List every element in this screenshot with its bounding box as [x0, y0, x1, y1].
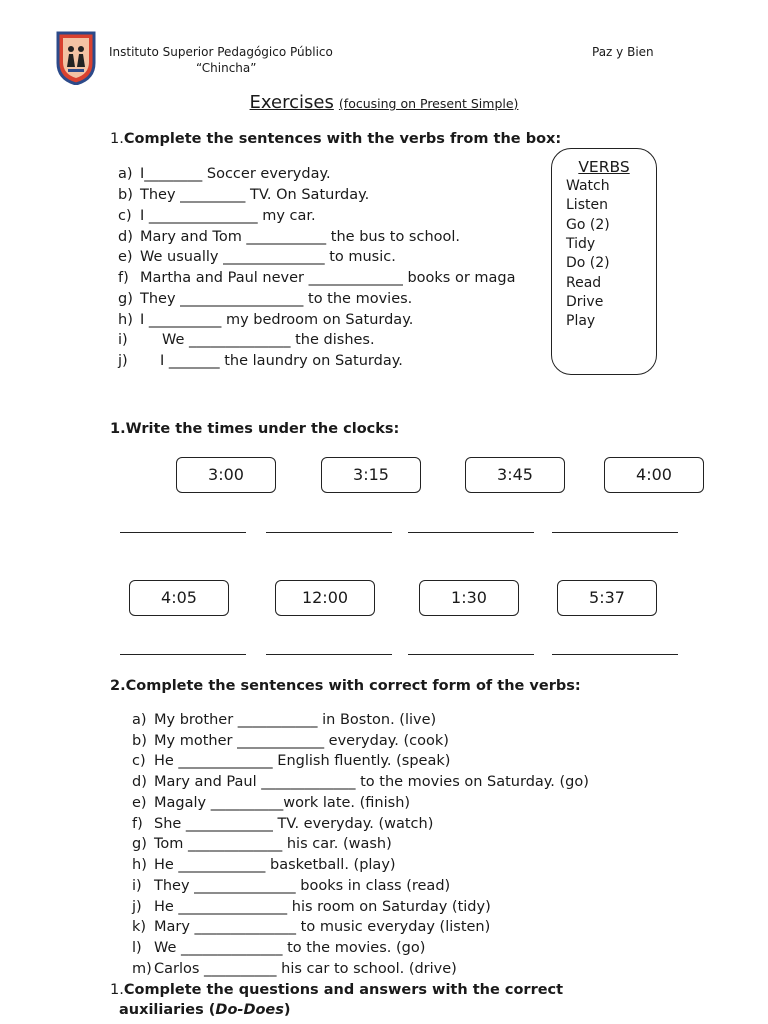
- list-item: [118, 332, 375, 348]
- item-text: I________ Soccer everyday.: [140, 166, 331, 182]
- section-4-italic: Do-Does: [215, 1002, 284, 1018]
- list-item: [132, 816, 433, 832]
- item-text: We ______________ to the movies. (go): [154, 940, 426, 956]
- item-text: Mary ______________ to music everyday (listen): [154, 919, 491, 935]
- item-marker: f): [132, 816, 143, 832]
- item-marker: l): [132, 940, 142, 956]
- list-item: [118, 166, 331, 182]
- list-item: [118, 353, 403, 369]
- verbs-box: [551, 148, 657, 375]
- clock-time-box: 3:15: [321, 457, 421, 493]
- section-2-instruction: Write the times under the clocks:: [125, 421, 400, 437]
- list-item: [132, 795, 410, 811]
- item-marker: e): [118, 249, 133, 265]
- section-3-heading: [110, 678, 581, 694]
- clock-time-box: 4:05: [129, 580, 229, 616]
- clock-time-box: 5:37: [557, 580, 657, 616]
- title-main: Exercises: [249, 92, 334, 113]
- item-marker: j): [132, 899, 142, 915]
- item-marker: f): [118, 270, 129, 286]
- item-marker: b): [132, 733, 147, 749]
- list-item: [118, 312, 413, 328]
- clock-time-box: 1:30: [419, 580, 519, 616]
- section-4-heading-line2: [119, 1002, 291, 1018]
- list-item: [132, 857, 396, 873]
- section-3-number: 2.: [110, 678, 126, 694]
- section-4-text: auxiliaries (: [119, 1002, 216, 1018]
- item-marker: j): [118, 353, 128, 369]
- list-item: [132, 712, 436, 728]
- section-4-number: 1.: [110, 982, 124, 998]
- item-marker: h): [118, 312, 133, 328]
- clock-time-box: 3:45: [465, 457, 565, 493]
- clock-time-box: 3:00: [176, 457, 276, 493]
- section-4-text: ): [283, 1002, 291, 1018]
- clock-time-box: 4:00: [604, 457, 704, 493]
- item-marker: a): [132, 712, 147, 728]
- institute-name: Instituto Superior Pedagógico Público: [109, 45, 333, 59]
- answer-blank-line: [266, 532, 392, 533]
- item-text: He _____________ English fluently. (speak): [154, 753, 451, 769]
- item-marker: d): [132, 774, 147, 790]
- section-4-heading: [110, 982, 563, 998]
- item-marker: b): [118, 187, 133, 203]
- verb-item: Read: [566, 275, 602, 291]
- section-2-number: 1.: [110, 421, 126, 437]
- item-text: Carlos __________ his car to school. (drive): [154, 961, 457, 977]
- item-text: We ______________ the dishes.: [162, 332, 375, 348]
- list-item: [118, 270, 550, 286]
- list-item: [132, 733, 449, 749]
- item-text: They _________________ to the movies.: [140, 291, 413, 307]
- verb-item: Drive: [566, 294, 604, 310]
- list-item: [132, 774, 589, 790]
- item-marker: d): [118, 229, 133, 245]
- list-item: [118, 208, 316, 224]
- item-text: Mary and Tom ___________ the bus to school.: [140, 229, 461, 245]
- section-4-instruction: Complete the questions and answers with the correct: [123, 982, 564, 998]
- section-1-instruction: Complete the sentences with the verbs from the box:: [123, 131, 562, 147]
- item-marker: g): [118, 291, 133, 307]
- verb-item: Do (2): [566, 255, 610, 271]
- item-text: Martha and Paul never _____________ books or maga: [140, 270, 516, 286]
- item-marker: c): [118, 208, 132, 224]
- list-item: [132, 940, 425, 956]
- verb-item: Go (2): [566, 217, 610, 233]
- motto: Paz y Bien: [592, 45, 654, 59]
- list-item: [132, 919, 490, 935]
- item-text: He _______________ his room on Saturday (tidy): [154, 899, 491, 915]
- item-text: My brother ___________ in Boston. (live): [154, 712, 437, 728]
- item-text: She ____________ TV. everyday. (watch): [154, 816, 434, 832]
- list-item: [132, 899, 491, 915]
- answer-blank-line: [408, 654, 534, 655]
- item-text: They _________ TV. On Saturday.: [140, 187, 370, 203]
- item-marker: e): [132, 795, 147, 811]
- item-text: Magaly __________work late. (finish): [154, 795, 411, 811]
- list-item: [132, 753, 450, 769]
- item-marker: k): [132, 919, 147, 935]
- answer-blank-line: [552, 654, 678, 655]
- answer-blank-line: [266, 654, 392, 655]
- institute-crest-logo: [55, 29, 97, 85]
- verbs-heading: VERBS: [578, 158, 630, 176]
- list-item: [132, 961, 457, 977]
- section-2-heading: [110, 421, 399, 437]
- verb-item: Play: [566, 313, 596, 329]
- page-title: [0, 92, 768, 113]
- answer-blank-line: [408, 532, 534, 533]
- item-text: He ____________ basketball. (play): [154, 857, 396, 873]
- section-1-heading: [110, 131, 561, 147]
- list-item: [118, 291, 412, 307]
- item-marker: c): [132, 753, 146, 769]
- item-text: I _______ the laundry on Saturday.: [160, 353, 403, 369]
- item-marker: g): [132, 836, 147, 852]
- answer-blank-line: [552, 532, 678, 533]
- list-item: [132, 836, 392, 852]
- list-item: [118, 187, 369, 203]
- answer-blank-line: [120, 654, 246, 655]
- item-marker: a): [118, 166, 133, 182]
- answer-blank-line: [120, 532, 246, 533]
- list-item: [132, 878, 450, 894]
- verb-item: Tidy: [566, 236, 596, 252]
- section-1-number: 1.: [110, 131, 124, 147]
- item-text: Mary and Paul _____________ to the movies on Saturday. (go): [154, 774, 589, 790]
- institute-city: “Chincha”: [196, 61, 257, 75]
- list-item: [118, 229, 460, 245]
- item-text: Tom _____________ his car. (wash): [154, 836, 392, 852]
- item-text: My mother ____________ everyday. (cook): [154, 733, 449, 749]
- item-text: We usually ______________ to music.: [140, 249, 396, 265]
- verb-item: Listen: [566, 197, 608, 213]
- item-marker: i): [132, 878, 142, 894]
- verb-item: Watch: [566, 178, 610, 194]
- item-text: I __________ my bedroom on Saturday.: [140, 312, 414, 328]
- section-3-instruction: Complete the sentences with correct form of the verbs:: [125, 678, 581, 694]
- title-subtitle: (focusing on Present Simple): [338, 96, 519, 111]
- clock-time-box: 12:00: [275, 580, 375, 616]
- item-marker: m): [132, 961, 152, 977]
- item-marker: h): [132, 857, 147, 873]
- list-item: [118, 249, 396, 265]
- item-marker: i): [118, 332, 128, 348]
- item-text: I _______________ my car.: [140, 208, 316, 224]
- item-text: They ______________ books in class (read): [154, 878, 451, 894]
